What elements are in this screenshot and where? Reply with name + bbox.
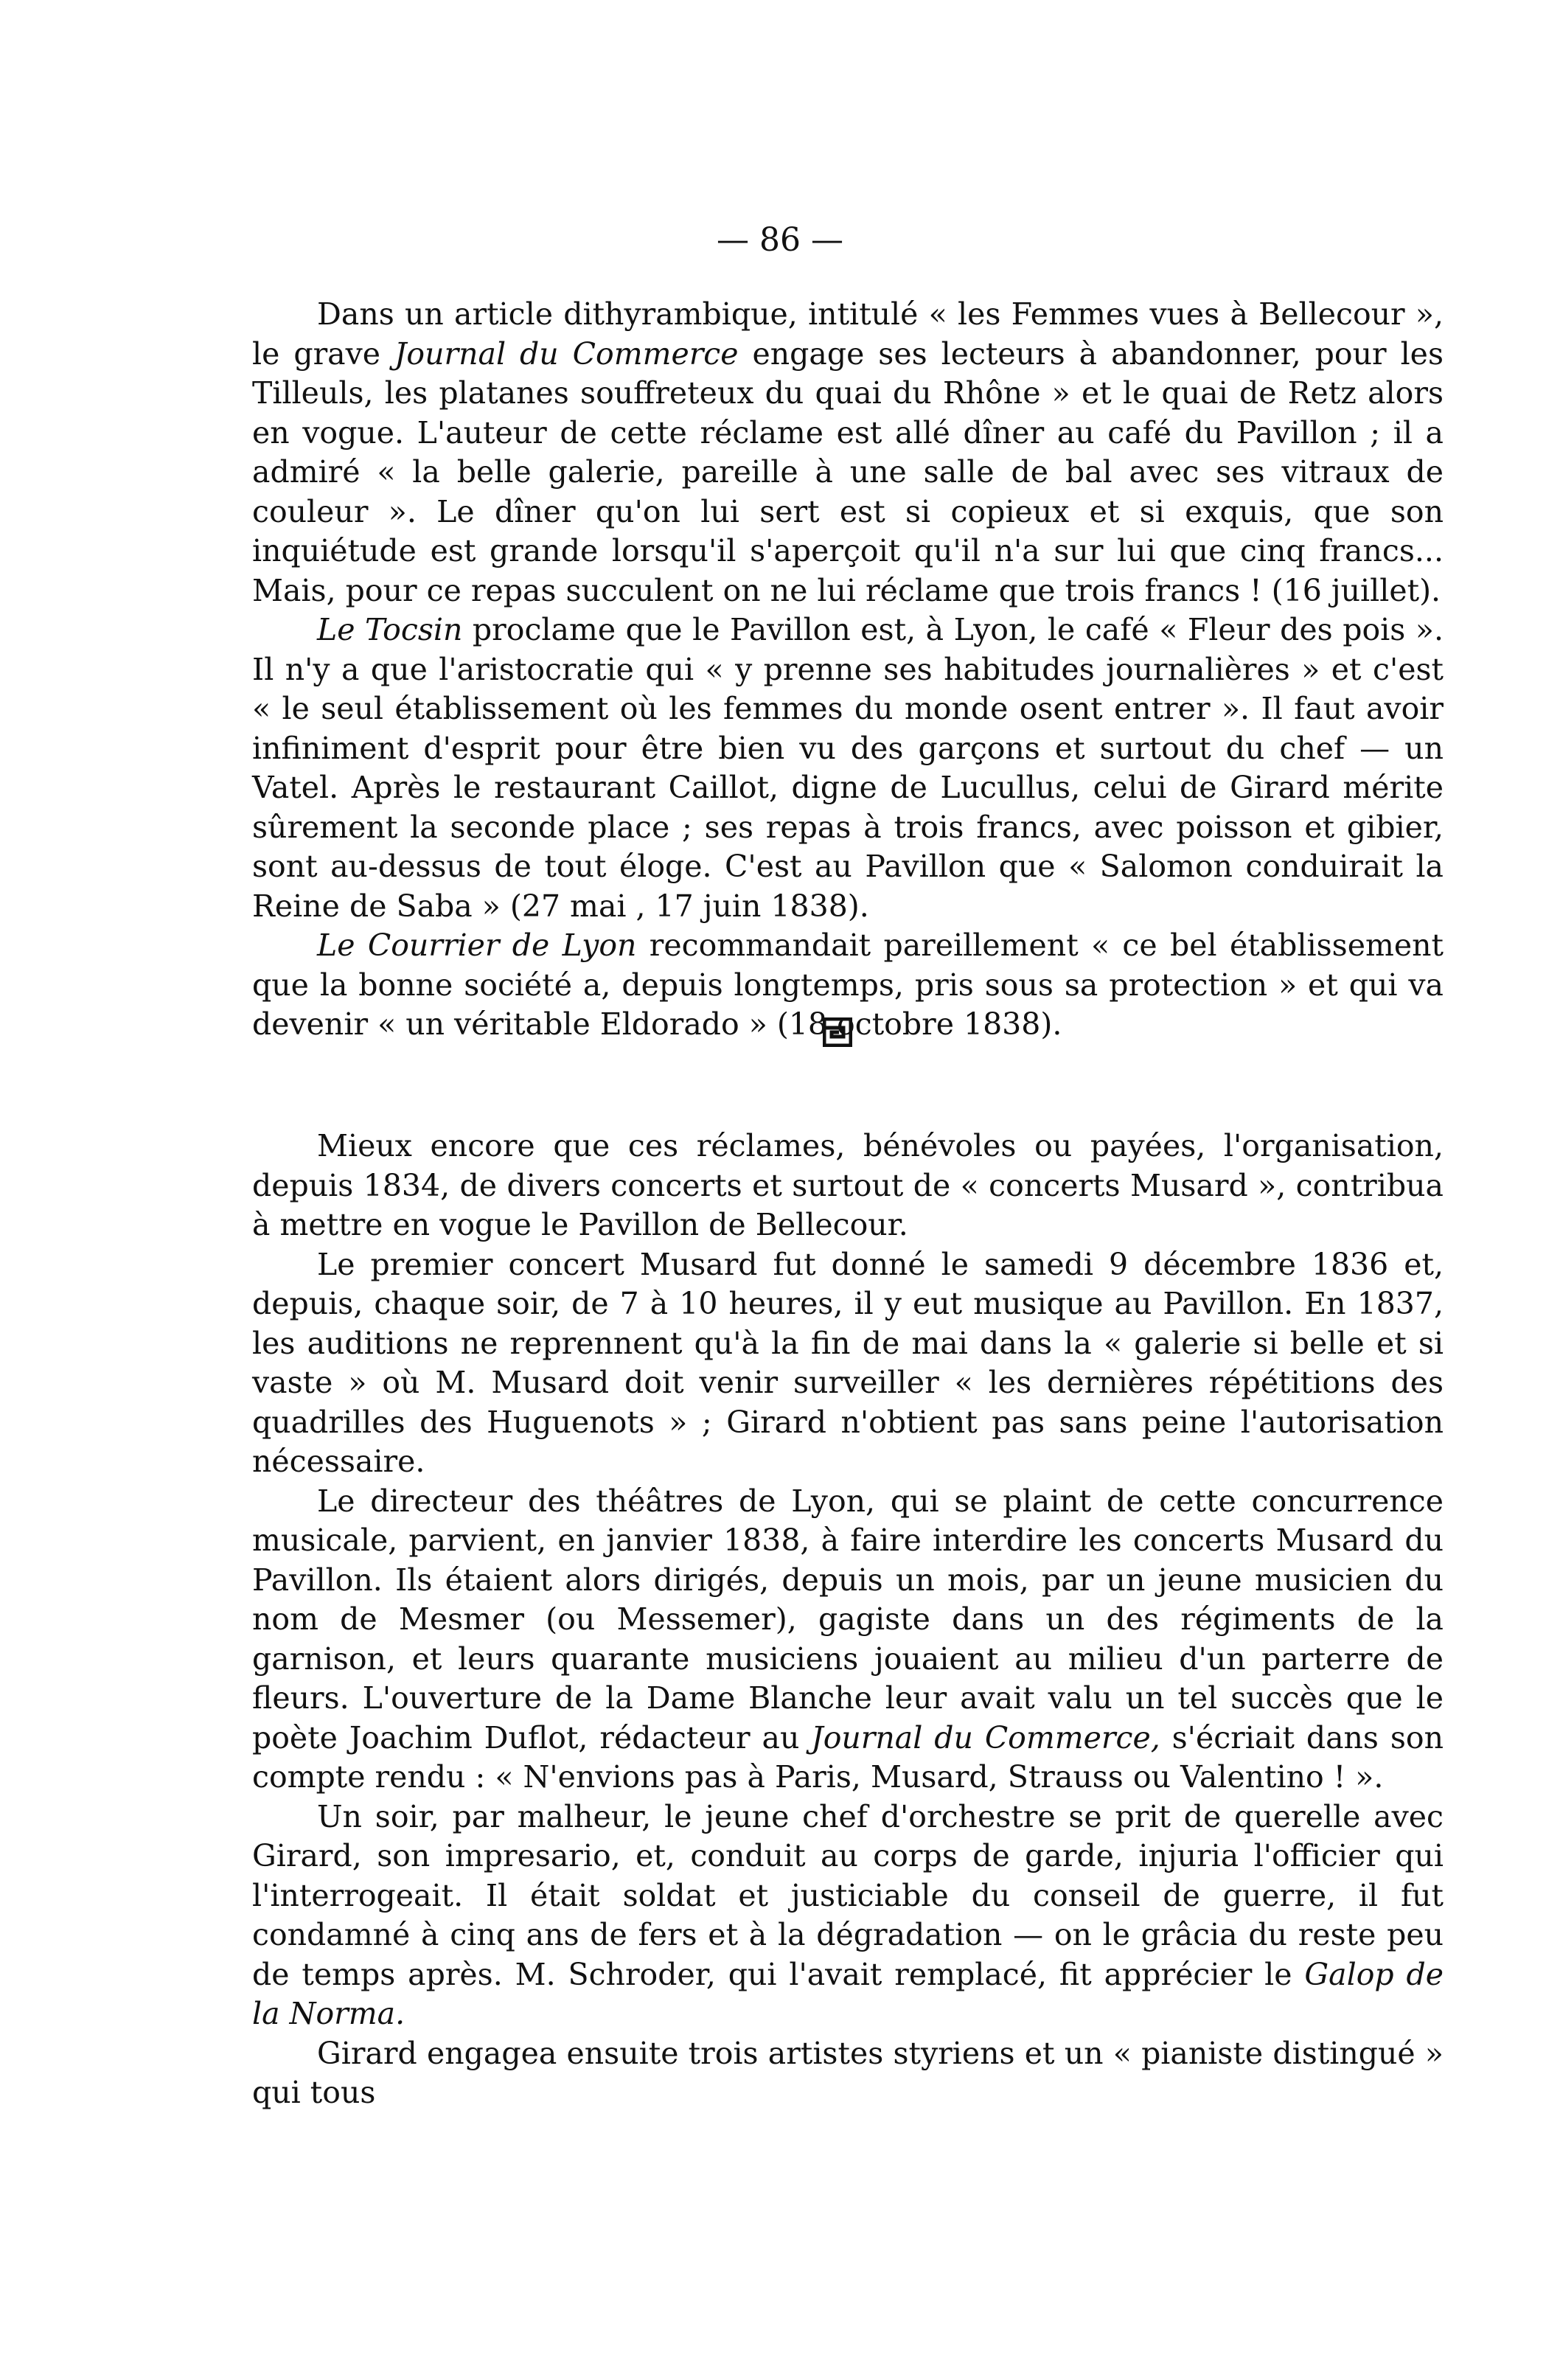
text-run: proclame que le Pavillon est, à Lyon, le café « Fleur des pois ». Il n'y a que l'aristocratie qui « y prenne ses habitudes journalières » et c'est « le seul établissement où les femmes du monde osent entrer ». Il faut avoir infiniment d'esprit pour être bien vu des garçons et surtout du chef — un Vatel. Après le restaurant Caillot, digne de Lucullus, celui de Girard mérite sûrement la seconde place ; ses repas à trois francs, avec poisson et gibier, sont au-dessus de tout éloge. C'est au Pavillon que « Salomon conduirait la Reine de Saba » (27 mai , 17 juin 1838). (252, 612, 1444, 924)
paragraph: Le premier concert Musard fut donné le samedi 9 décembre 1836 et, depuis, chaque soir, de 7 à 10 heures, il y eut musique au Pavillon. En 1837, les auditions ne reprennent qu'à la fin de mai dans la « galerie si belle et si vaste » où M. Musard doit venir surveiller « les dernières répétitions des quadrilles des Huguenots » ; Girard n'obtient pas sans peine l'autorisation nécessaire. (252, 1246, 1444, 1479)
journal-title: Journal du Commerce (394, 335, 739, 372)
text-run: recommandait pareillement « ce bel établissement que la bonne société a, depuis longtemps, pris sous sa protection » et qui va devenir « un véritable Eldorado » (18 octobre 1838). (252, 928, 1444, 1042)
text-run: Le directeur des théâtres de Lyon, qui se plaint de cette concurrence musicale, parvient, en janvier 1838, à faire interdire les concerts Musard du Pavillon. Ils étaient alors dirigés, depuis un mois, par un jeune musicien du nom de Mesmer (ou Messemer), gagiste dans un des régiments de la garnison, et leurs quarante musiciens jouaient au milieu d'un parterre de fleurs. L'ouverture de la Dame Blanche leur avait valu un tel succès que le poète Joachim Duflot, rédacteur au (252, 1483, 1444, 1756)
paragraph (252, 1798, 1444, 2034)
work-title: Galop de la Norma. (252, 1956, 1444, 2031)
paragraph (252, 295, 1444, 610)
text-run: Dans un article dithyrambique, intitulé « les Femmes vues à Bellecour », le grave (252, 296, 1444, 372)
text-run: engage ses lecteurs à abandonner, pour les Tilleuls, les platanes souffreteux du quai du Rhône » et le quai de Retz alors en vogue. L'auteur de cette réclame est allé dîner au café du Pavillon ; il a admiré « la belle galerie, pareille à une salle de bal avec ses vitraux de couleur ». Le dîner qu'on lui sert est si copieux et si exquis, que son inquiétude est grande lorsqu'il s'aperçoit qu'il n'a sur lui que cinq francs... Mais, pour ce repas succulent on ne lui réclame que trois francs ! (16 juillet). (252, 335, 1444, 608)
text-run: s'écriait dans son compte rendu : « N'envions pas à Paris, Musard, Strauss ou Valentino ! ». (252, 1719, 1444, 1795)
text-run: Un soir, par malheur, le jeune chef d'orchestre se prit de querelle avec Girard, son impresario, et, conduit au corps de garde, injuria l'officier qui l'interrogeait. Il était soldat et justiciable du conseil de guerre, il fut condamné à cinq ans de fers et à la dégradation — on le grâcia du reste peu de temps après. M. Schroder, qui l'avait remplacé, fit apprécier le (252, 1798, 1444, 1992)
journal-title: Le Courrier de Lyon (317, 928, 637, 963)
journal-title: Le Tocsin (317, 612, 463, 647)
text-section-advertisements (252, 295, 1444, 1045)
text-section-concerts (252, 1127, 1444, 2113)
page-number: — 86 — (717, 221, 843, 259)
section-ornament-icon (823, 1017, 852, 1047)
paragraph (252, 610, 1444, 926)
journal-title: Journal du Commerce, (811, 1719, 1160, 1756)
paragraph: Mieux encore que ces réclames, bénévoles ou payées, l'organisation, depuis 1834, de divers concerts et surtout de « concerts Musard », contribua à mettre en vogue le Pavillon de Bellecour. (252, 1128, 1444, 1242)
paragraph (252, 1482, 1444, 1798)
paragraph: Girard engagea ensuite trois artistes styriens et un « pianiste distingué » qui tous (252, 2035, 1444, 2110)
